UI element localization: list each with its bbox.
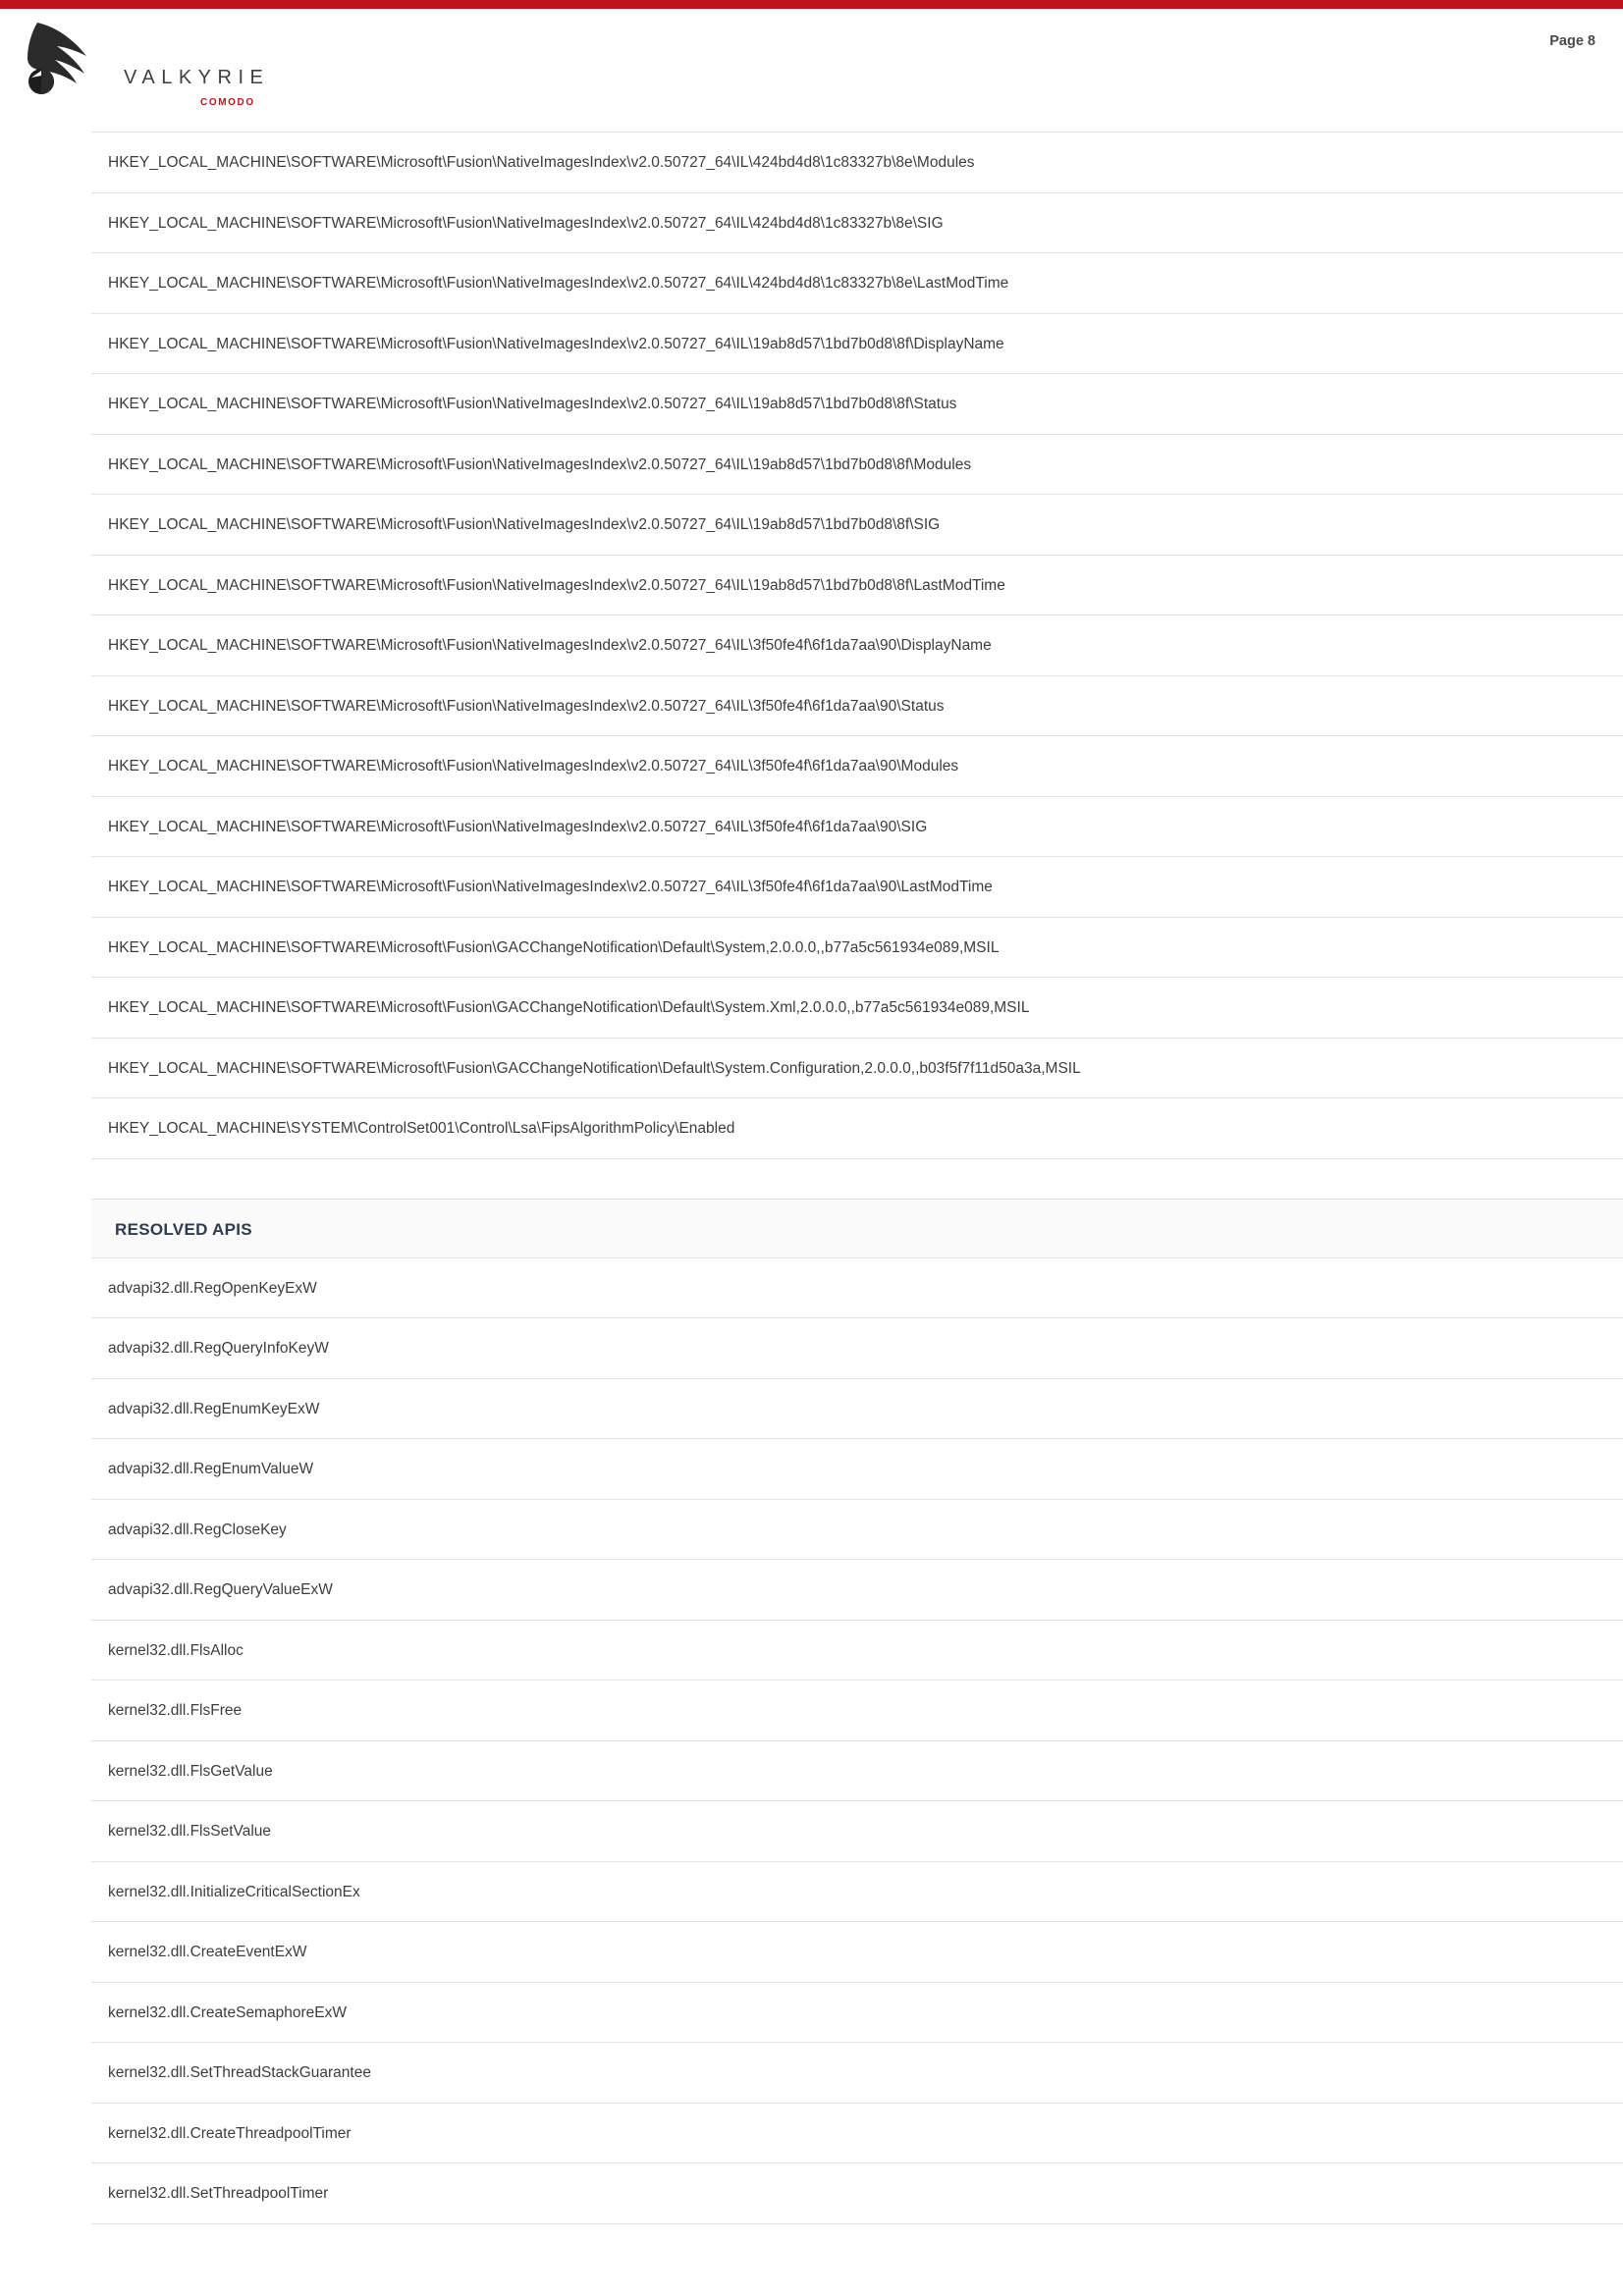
table-row: advapi32.dll.RegEnumValueW bbox=[91, 1439, 1623, 1500]
table-resolved-apis bbox=[91, 1258, 1623, 2224]
section-spacer bbox=[91, 1159, 1623, 1199]
table-row: HKEY_LOCAL_MACHINE\SOFTWARE\Microsoft\Fusion\NativeImagesIndex\v2.0.50727_64\IL\3f50fe4f\6f1da7aa\90\Status bbox=[91, 676, 1623, 737]
table-row: HKEY_LOCAL_MACHINE\SOFTWARE\Microsoft\Fusion\NativeImagesIndex\v2.0.50727_64\IL\19ab8d57\1bd7b0d8\8f\DisplayName bbox=[91, 314, 1623, 375]
table-row: kernel32.dll.SetThreadpoolTimer bbox=[91, 2163, 1623, 2224]
table-row: HKEY_LOCAL_MACHINE\SOFTWARE\Microsoft\Fusion\NativeImagesIndex\v2.0.50727_64\IL\3f50fe4f\6f1da7aa\90\LastModTime bbox=[91, 857, 1623, 918]
table-row: advapi32.dll.RegQueryValueExW bbox=[91, 1560, 1623, 1621]
page-number: Page 8 bbox=[1549, 33, 1596, 49]
brand-name: VALKYRIE bbox=[124, 67, 270, 88]
table-row: HKEY_LOCAL_MACHINE\SOFTWARE\Microsoft\Fusion\GACChangeNotification\Default\System.Configuration,2.0.0.0,,b03f5f7f11d50a3a,MSIL bbox=[91, 1039, 1623, 1099]
table-row: HKEY_LOCAL_MACHINE\SOFTWARE\Microsoft\Fusion\NativeImagesIndex\v2.0.50727_64\IL\19ab8d57\1bd7b0d8\8f\Status bbox=[91, 374, 1623, 435]
brand-logo bbox=[26, 13, 281, 111]
table-row: HKEY_LOCAL_MACHINE\SOFTWARE\Microsoft\Fusion\NativeImagesIndex\v2.0.50727_64\IL\424bd4d8\1c83327b\8e\SIG bbox=[91, 193, 1623, 254]
page-content-clip bbox=[0, 132, 1623, 2296]
table-row: kernel32.dll.FlsFree bbox=[91, 1681, 1623, 1741]
table-row: kernel32.dll.CreateSemaphoreExW bbox=[91, 1983, 1623, 2044]
table-row: kernel32.dll.SetThreadStackGuarantee bbox=[91, 2043, 1623, 2104]
table-row: HKEY_LOCAL_MACHINE\SOFTWARE\Microsoft\Fusion\NativeImagesIndex\v2.0.50727_64\IL\19ab8d57\1bd7b0d8\8f\SIG bbox=[91, 495, 1623, 556]
table-row: HKEY_LOCAL_MACHINE\SOFTWARE\Microsoft\Fusion\NativeImagesIndex\v2.0.50727_64\IL\424bd4d8\1c83327b\8e\LastModTime bbox=[91, 253, 1623, 314]
table-row: HKEY_LOCAL_MACHINE\SOFTWARE\Microsoft\Fusion\NativeImagesIndex\v2.0.50727_64\IL\19ab8d57\1bd7b0d8\8f\LastModTime bbox=[91, 556, 1623, 616]
table-row: advapi32.dll.RegOpenKeyExW bbox=[91, 1258, 1623, 1319]
table-row: HKEY_LOCAL_MACHINE\SOFTWARE\Microsoft\Fusion\NativeImagesIndex\v2.0.50727_64\IL\19ab8d57\1bd7b0d8\8f\Modules bbox=[91, 435, 1623, 496]
table-row: HKEY_LOCAL_MACHINE\SOFTWARE\Microsoft\Fusion\GACChangeNotification\Default\System,2.0.0.0,,b77a5c561934e089,MSIL bbox=[91, 918, 1623, 979]
accent-top-bar bbox=[0, 0, 1623, 9]
table-row: HKEY_LOCAL_MACHINE\SOFTWARE\Microsoft\Fusion\GACChangeNotification\Default\System.Xml,2.0.0.0,,b77a5c561934e089,MSIL bbox=[91, 978, 1623, 1039]
table-row: HKEY_LOCAL_MACHINE\SOFTWARE\Microsoft\Fusion\NativeImagesIndex\v2.0.50727_64\IL\3f50fe4f\6f1da7aa\90\Modules bbox=[91, 736, 1623, 797]
table-row: HKEY_LOCAL_MACHINE\SOFTWARE\Microsoft\Fusion\NativeImagesIndex\v2.0.50727_64\IL\3f50fe4f\6f1da7aa\90\DisplayName bbox=[91, 615, 1623, 676]
table-row: kernel32.dll.CreateEventExW bbox=[91, 1922, 1623, 1983]
section-header-resolved-apis: RESOLVED APIS bbox=[91, 1199, 1623, 1258]
table-row: kernel32.dll.FlsAlloc bbox=[91, 1621, 1623, 1682]
page-content bbox=[91, 132, 1623, 2224]
table-row: advapi32.dll.RegEnumKeyExW bbox=[91, 1379, 1623, 1440]
table-registry-keys bbox=[91, 132, 1623, 1159]
table-row: kernel32.dll.FlsGetValue bbox=[91, 1741, 1623, 1802]
brand-subtitle: COMODO bbox=[200, 97, 255, 108]
page-header bbox=[0, 9, 1623, 132]
table-row: HKEY_LOCAL_MACHINE\SOFTWARE\Microsoft\Fusion\NativeImagesIndex\v2.0.50727_64\IL\3f50fe4f\6f1da7aa\90\SIG bbox=[91, 797, 1623, 858]
table-row: kernel32.dll.CreateThreadpoolTimer bbox=[91, 2104, 1623, 2164]
table-row: HKEY_LOCAL_MACHINE\SYSTEM\ControlSet001\Control\Lsa\FipsAlgorithmPolicy\Enabled bbox=[91, 1098, 1623, 1159]
table-row: kernel32.dll.InitializeCriticalSectionEx bbox=[91, 1862, 1623, 1923]
valkyrie-wing-logo-icon bbox=[26, 17, 102, 97]
table-row: advapi32.dll.RegQueryInfoKeyW bbox=[91, 1318, 1623, 1379]
table-row: HKEY_LOCAL_MACHINE\SOFTWARE\Microsoft\Fusion\NativeImagesIndex\v2.0.50727_64\IL\424bd4d8\1c83327b\8e\Modules bbox=[91, 133, 1623, 193]
table-row: advapi32.dll.RegCloseKey bbox=[91, 1500, 1623, 1561]
table-row: kernel32.dll.FlsSetValue bbox=[91, 1801, 1623, 1862]
